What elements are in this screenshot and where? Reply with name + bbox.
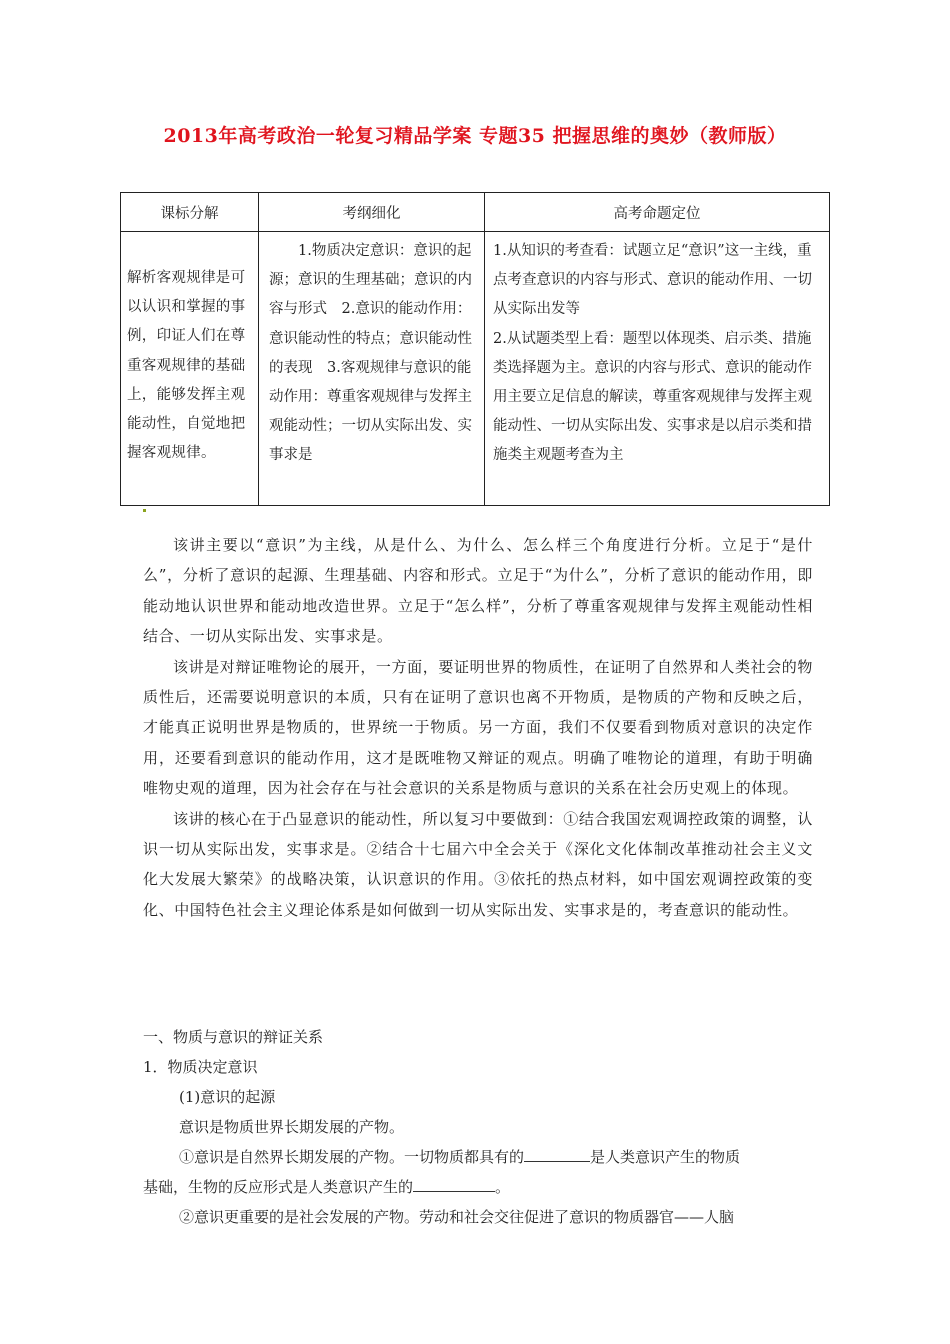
intro-body xyxy=(143,530,813,925)
paragraph: 该讲主要以“意识”为主线，从是什么、为什么、怎么样三个角度进行分析。立足于“是什么”，分析了意识的起源、生理基础、内容和形式。立足于“为什么”，分析了意识的能动作用，即能动地认识世界和能动地改造世界。立足于“怎么样”，分析了尊重客观规律与发挥主观能动性相结合、一切从实际出发、实事求是。 xyxy=(143,536,813,646)
curriculum-cell: 解析客观规律是可以认识和掌握的事例，印证人们在尊重客观规律的基础上，能够发挥主观能动性，自觉地把握客观规律。 xyxy=(121,232,259,506)
exam-focus-item: 2.从试题类型上看：题型以体现类、启示类、措施类选择题为主。意识的内容与形式、意识的能动作用主要立足信息的解读，尊重客观规律与发挥主观能动性、一切从实际出发、实事求是以启示类和措施类主观题考查为主 xyxy=(493,330,812,464)
fill-blank xyxy=(413,1175,495,1192)
exam-focus-cell xyxy=(485,232,830,506)
header-exam-focus: 高考命题定位 xyxy=(485,193,830,232)
stray-mark xyxy=(143,509,146,512)
outline-line: 意识是物质世界长期发展的产物。 xyxy=(179,1118,405,1136)
document-title: 2013年高考政治一轮复习精品学案 专题35 把握思维的奥妙（教师版） xyxy=(163,125,787,147)
outline-line xyxy=(143,1172,823,1202)
subsection-heading: 1．物质决定意识 xyxy=(143,1058,258,1076)
paragraph: 该讲的核心在于凸显意识的能动性，所以复习中要做到：①结合我国宏观调控政策的调整，认识一切从实际出发，实事求是。②结合十七届六中全会关于《深化文化体制改革推动社会主义文化大发展大繁荣》的战略决策，认识意识的作用。③依托的热点材料，如中国宏观调控政策的变化、中国特色社会主义理论体系是如何做到一切从实际出发、实事求是的，考查意识的能动性。 xyxy=(143,809,813,919)
header-curriculum: 课标分解 xyxy=(121,193,259,232)
outline-line xyxy=(143,1142,823,1172)
section-heading: 一、物质与意识的辩证关系 xyxy=(143,1028,324,1046)
line-text: 基础，生物的反应形式是人类意识产生的 xyxy=(143,1178,414,1196)
outline-section xyxy=(143,1022,823,1232)
fill-blank xyxy=(524,1145,590,1162)
subsubsection-heading: (1)意识的起源 xyxy=(179,1088,276,1106)
line-text: 是人类意识产生的物质 xyxy=(590,1148,741,1166)
exam-focus-item: 1.从知识的考查看：试题立足“意识”这一主线，重点考查意识的内容与形式、意识的能动作用、一切从实际出发等 xyxy=(493,243,812,318)
table-header-row xyxy=(121,193,830,232)
syllabus-cell: 1.物质决定意识：意识的起源；意识的生理基础；意识的内容与形式 2.意识的能动作用：意识能动性的特点；意识能动性的表现 3.客观规律与意识的能动作用：尊重客观规律与发挥主观能动性；一切从实际出发、实事求是 xyxy=(259,232,485,506)
syllabus-table xyxy=(120,192,830,506)
header-syllabus: 考纲细化 xyxy=(259,193,485,232)
paragraph: 该讲是对辩证唯物论的展开，一方面，要证明世界的物质性，在证明了自然界和人类社会的物质性后，还需要说明意识的本质，只有在证明了意识也离不开物质，是物质的产物和反映之后，才能真正说明世界是物质的，世界统一于物质。另一方面，我们不仅要看到物质对意识的决定作用，还要看到意识的能动作用，这才是既唯物又辩证的观点。明确了唯物论的道理，有助于明确唯物史观的道理，因为社会存在与社会意识的关系是物质与意识的关系在社会历史观上的体现。 xyxy=(143,657,813,798)
line-text: ①意识是自然界长期发展的产物。一切物质都具有的 xyxy=(179,1148,525,1166)
table-row xyxy=(121,232,830,506)
line-text: 。 xyxy=(495,1178,511,1196)
outline-line: ②意识更重要的是社会发展的产物。劳动和社会交往促进了意识的物质器官——人脑 xyxy=(179,1208,735,1226)
